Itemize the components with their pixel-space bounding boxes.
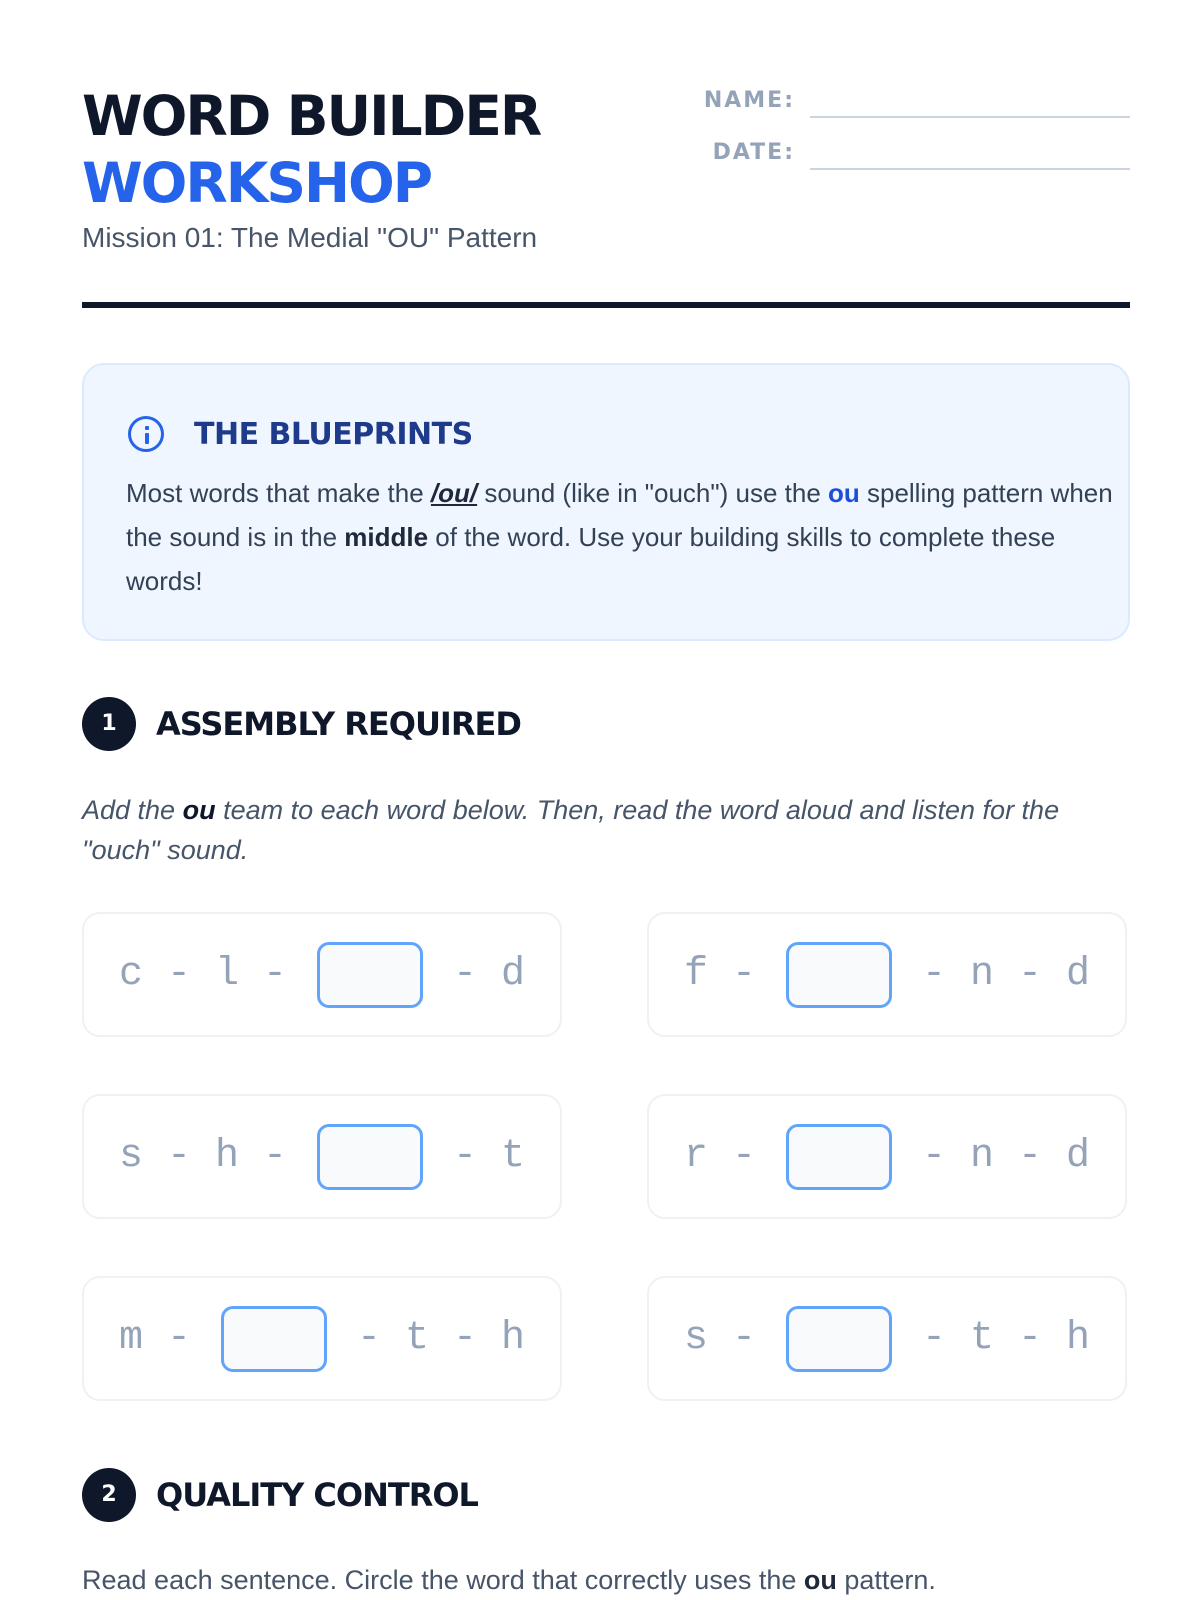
word-prefix: r - [683, 1134, 756, 1179]
word-card [647, 1276, 1127, 1401]
letter-slot[interactable] [317, 942, 423, 1008]
date-line[interactable] [810, 168, 1130, 170]
word-card [82, 912, 562, 1037]
letter-slot[interactable] [786, 942, 892, 1008]
section-1-instructions: Add the ou team to each word below. Then, read the word aloud and listen for the "ouch" sound. [82, 795, 1060, 865]
section-2-title: QUALITY CONTROL [156, 1476, 478, 1514]
title-line-2: WORKSHOP [82, 151, 432, 215]
worksheet-page [82, 0, 1130, 1600]
word-suffix: - t - h [356, 1316, 526, 1361]
date-label: DATE: [712, 140, 795, 165]
word-suffix: - n - d [921, 952, 1091, 997]
word-card [647, 1094, 1127, 1219]
date-field[interactable] [702, 138, 1130, 178]
header-divider [82, 302, 1130, 308]
word-prefix: m - [118, 1316, 191, 1361]
ou-highlight: ou [828, 478, 860, 508]
word-prefix: c - l - [118, 952, 287, 997]
section-2-instructions: Read each sentence. Circle the word that correctly uses the ou pattern. [82, 1565, 936, 1595]
word-card [647, 912, 1127, 1037]
middle-emphasis: middle [344, 522, 429, 552]
letter-slot[interactable] [786, 1306, 892, 1372]
section-2-badge: 2 [82, 1468, 136, 1522]
word-suffix: - n - d [921, 1134, 1091, 1179]
mission-subtitle: Mission 01: The Medial "OU" Pattern [82, 222, 538, 253]
word-card [82, 1094, 562, 1219]
section-1-title: ASSEMBLY REQUIRED [156, 705, 521, 743]
name-field[interactable] [702, 86, 1130, 126]
word-prefix: f - [683, 952, 756, 997]
blueprints-title: THE BLUEPRINTS [194, 417, 473, 452]
word-suffix: - t - h [921, 1316, 1091, 1361]
letter-slot[interactable] [786, 1124, 892, 1190]
sound-symbol: /ou/ [430, 478, 478, 508]
info-circle-icon [128, 416, 164, 452]
word-card [82, 1276, 562, 1401]
blueprints-panel [82, 363, 1130, 641]
word-prefix: s - h - [118, 1134, 287, 1179]
blueprints-text: Most words that make the /ou/ sound (like in "ouch") use the ou spelling pattern when the sound is in the middle of the word. Use your building skills to complete these words! [126, 478, 1113, 596]
name-label: NAME: [703, 88, 795, 113]
word-suffix: - t [453, 1134, 526, 1179]
title-line-1: WORD BUILDER [82, 84, 541, 148]
letter-slot[interactable] [317, 1124, 423, 1190]
section-1-badge: 1 [82, 697, 136, 751]
name-line[interactable] [810, 116, 1130, 118]
letter-slot[interactable] [221, 1306, 327, 1372]
word-prefix: s - [683, 1316, 756, 1361]
word-suffix: - d [453, 952, 526, 997]
